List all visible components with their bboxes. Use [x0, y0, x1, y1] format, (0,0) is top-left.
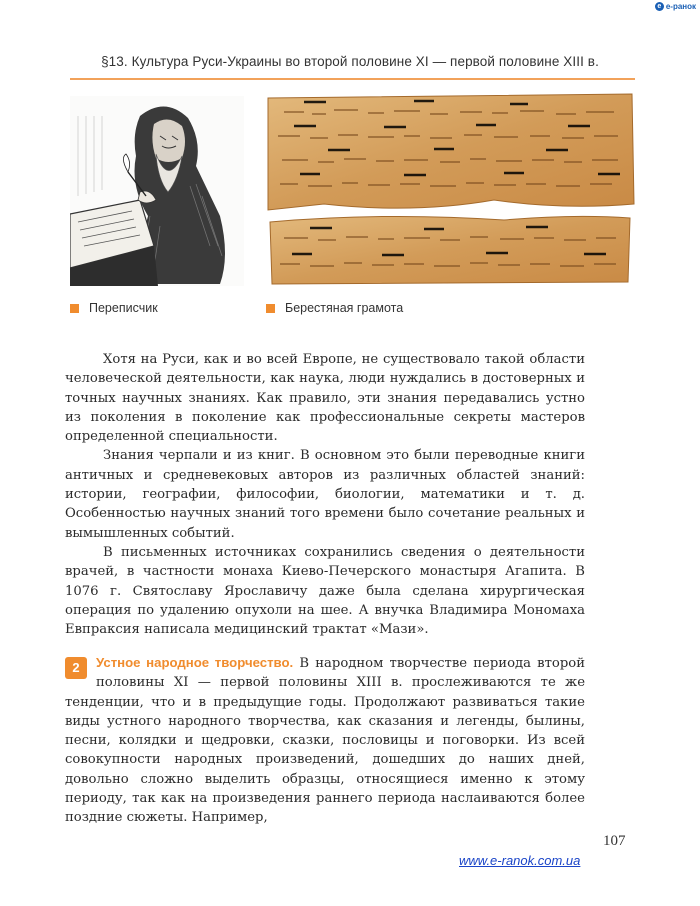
caption-bullet-icon [70, 304, 79, 313]
birch-bark-letter-image [264, 92, 636, 286]
logo-mark-icon: e [655, 2, 664, 11]
main-text [65, 350, 585, 639]
paragraph: Знания черпали и из книг. В основном это были переводные книги античных и средневековых авторов из различных областей знаний: истории, географии, философии, биологии, математики и т. д. Особенностью научных знаний того времени было сочетание реальных и вымышленных событий. [65, 448, 585, 541]
header-divider [70, 78, 635, 80]
paragraph: Хотя на Руси, как и во всей Европе, не существовало такой области человеческой деятельности, как наука, люди нуждались в достоверных и точных научных знаниях. Как правило, эти знания передавались устно из поколения в поколение как профессиональные секреты мастеров определенной специальности. [65, 352, 585, 445]
figure-caption-birch [266, 301, 403, 315]
section-number-badge: 2 [65, 657, 87, 679]
caption-text: Берестяная грамота [285, 301, 404, 315]
scribe-illustration [70, 96, 244, 286]
section-oral-folk-art [65, 653, 585, 828]
figure-caption-scribe [70, 301, 158, 315]
section-heading: Устное народное творчество. [96, 655, 294, 670]
running-header: §13. Культура Руси-Украины во второй половине XI — первой половине XIII в. [101, 54, 599, 69]
logo-text: e-ранок [665, 2, 696, 11]
page-number: 107 [603, 833, 626, 849]
publisher-website-link[interactable]: www.e-ranok.com.ua [459, 853, 581, 868]
caption-text: Переписчик [89, 301, 158, 315]
publisher-logo [655, 2, 696, 11]
caption-bullet-icon [266, 304, 275, 313]
paragraph: В письменных источниках сохранились сведения о деятельности врачей, в частности монаха Киево-Печерского монастыря Агапита. В 1076 г. Святославу Ярославичу даже была сделана хирургическая операция по удалению опухоли на шее. А внучка Владимира Мономаха Евпраксия написала медицинский трактат «Мази». [65, 544, 585, 638]
section-text: В народном творчестве периода второй половины XI — первой половины XIII в. прослеживаются те же тенденции, что и в предыдущие годы. Продолжают развиваться такие виды устного народного творчества, как сказания и легенды, былины, песни, колядки и щедровки, сказки, пословицы и поговорки. Из всей совокупности народных произведений, дошедших до наших дней, довольно сложно выделить образцы, относящиеся именно к этому периоду, так как на произведения раннего периода наслаиваются более поздние сюжеты. Например, [65, 656, 585, 826]
